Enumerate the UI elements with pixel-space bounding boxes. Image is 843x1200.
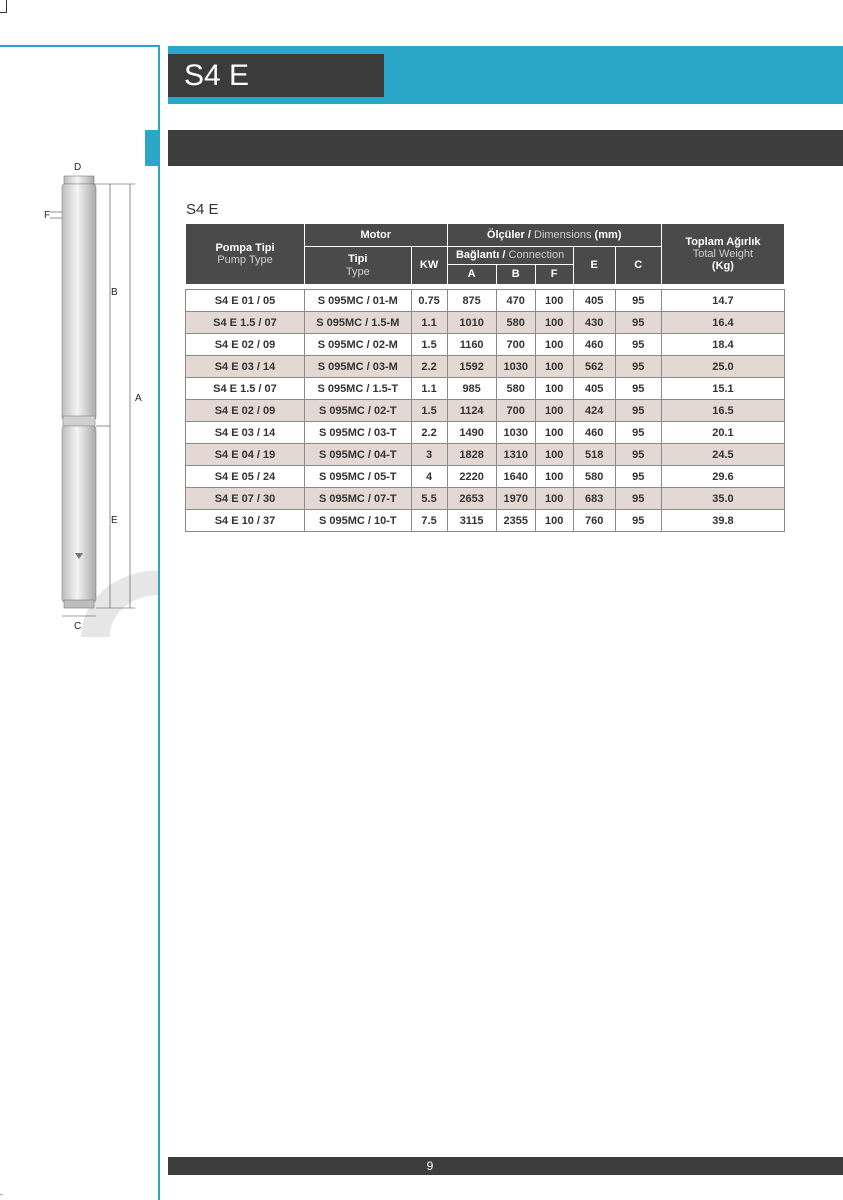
table-cell: 580	[496, 312, 535, 334]
table-cell: 1490	[447, 422, 496, 444]
footer-bar	[168, 1157, 843, 1175]
pump-diagram	[40, 160, 160, 640]
table-cell: S4 E 1.5 / 07	[186, 312, 305, 334]
table-cell: 100	[535, 378, 573, 400]
table-cell: 460	[573, 334, 615, 356]
header-f: F	[535, 265, 573, 285]
header-a: A	[447, 265, 496, 285]
page-number: 9	[426, 1159, 434, 1173]
table-cell: 1970	[496, 488, 535, 510]
crop-mark-bottom: -	[0, 1190, 3, 1199]
table-cell: S4 E 02 / 09	[186, 400, 305, 422]
table-cell: 1124	[447, 400, 496, 422]
table-cell: 2.2	[411, 356, 447, 378]
table-cell: 3115	[447, 510, 496, 532]
table-cell: 1.1	[411, 312, 447, 334]
table-cell: 35.0	[661, 488, 784, 510]
table-cell: 100	[535, 444, 573, 466]
page-title: S4 E	[168, 54, 384, 97]
table-cell: S4 E 04 / 19	[186, 444, 305, 466]
table-header	[186, 224, 785, 285]
table-cell: 1828	[447, 444, 496, 466]
table-cell: 1.5	[411, 400, 447, 422]
table-body	[186, 285, 785, 532]
table-cell: 100	[535, 356, 573, 378]
table-row	[186, 422, 785, 444]
dim-label-d: D	[74, 162, 82, 173]
header-kw: KW	[411, 247, 447, 285]
table-cell: 100	[535, 488, 573, 510]
table-cell: 95	[615, 290, 661, 312]
table-cell: S4 E 03 / 14	[186, 422, 305, 444]
table-cell: 100	[535, 400, 573, 422]
header-dimensions-en: Dimensions	[534, 228, 592, 241]
table-cell: 2.2	[411, 422, 447, 444]
header-pump-type	[186, 224, 305, 285]
table-cell: 39.8	[661, 510, 784, 532]
dim-label-f: F	[44, 210, 51, 221]
table-cell: 18.4	[661, 334, 784, 356]
table-row	[186, 466, 785, 488]
header-motor-type-tr: Tipi	[348, 253, 368, 266]
header-motor-type	[304, 247, 411, 285]
header-weight-tr: Toplam Ağırlık	[685, 235, 761, 248]
table-cell: S4 E 1.5 / 07	[186, 378, 305, 400]
table-cell: 1640	[496, 466, 535, 488]
dim-label-b: B	[111, 287, 118, 298]
header-dimensions-tr: Ölçüler /	[486, 228, 531, 241]
table-cell: S4 E 02 / 09	[186, 334, 305, 356]
table-row	[186, 334, 785, 356]
table-cell: S4 E 07 / 30	[186, 488, 305, 510]
table-cell: 95	[615, 444, 661, 466]
table-cell: 1592	[447, 356, 496, 378]
table-cell: 14.7	[661, 290, 784, 312]
table-cell: 2355	[496, 510, 535, 532]
dim-label-e: E	[111, 515, 118, 526]
table-cell: 100	[535, 290, 573, 312]
table-cell: 700	[496, 334, 535, 356]
table-cell: 3	[411, 444, 447, 466]
table-cell: 0.75	[411, 290, 447, 312]
table-cell: S 095MC / 03-M	[304, 356, 411, 378]
table-cell: 1160	[447, 334, 496, 356]
table-cell: 760	[573, 510, 615, 532]
table-row	[186, 312, 785, 334]
table-row	[186, 290, 785, 312]
table-cell: 405	[573, 378, 615, 400]
header-dimensions	[447, 224, 661, 247]
table-cell: 1310	[496, 444, 535, 466]
table-cell: 1030	[496, 356, 535, 378]
table-cell: 470	[496, 290, 535, 312]
table-cell: S 095MC / 02-T	[304, 400, 411, 422]
table-cell: 95	[615, 422, 661, 444]
table-row	[186, 400, 785, 422]
table-cell: 95	[615, 510, 661, 532]
table-cell: 580	[496, 378, 535, 400]
table-row	[186, 356, 785, 378]
table-cell: 100	[535, 466, 573, 488]
header-weight-unit: (Kg)	[711, 260, 734, 273]
table-cell: 2220	[447, 466, 496, 488]
table-cell: 100	[535, 422, 573, 444]
table-cell: 16.5	[661, 400, 784, 422]
table-cell: 5.5	[411, 488, 447, 510]
table-cell: S 095MC / 1.5-T	[304, 378, 411, 400]
table-cell: 95	[615, 488, 661, 510]
header-connection-tr: Bağlantı /	[455, 249, 506, 262]
accent-line-horizontal	[0, 45, 160, 47]
header-connection	[447, 247, 573, 265]
table-cell: 95	[615, 334, 661, 356]
table-cell: 20.1	[661, 422, 784, 444]
table-caption: S4 E	[186, 201, 219, 218]
header-pump-type-en: Pump Type	[217, 254, 273, 266]
table-cell: S 095MC / 03-T	[304, 422, 411, 444]
header-weight	[661, 224, 784, 285]
table-cell: S4 E 10 / 37	[186, 510, 305, 532]
crop-mark	[0, 0, 7, 13]
header-motor: Motor	[304, 224, 447, 247]
section-band	[168, 130, 843, 166]
table-cell: 1010	[447, 312, 496, 334]
table-cell: 460	[573, 422, 615, 444]
header-pump-type-tr: Pompa Tipi	[215, 241, 275, 254]
dim-label-a: A	[135, 393, 142, 404]
table-row	[186, 444, 785, 466]
table-cell: 25.0	[661, 356, 784, 378]
table-cell: S 095MC / 07-T	[304, 488, 411, 510]
table-cell: 29.6	[661, 466, 784, 488]
spec-table	[185, 223, 785, 532]
table-cell: S4 E 01 / 05	[186, 290, 305, 312]
table-cell: 700	[496, 400, 535, 422]
table-cell: 985	[447, 378, 496, 400]
table-cell: S 095MC / 05-T	[304, 466, 411, 488]
table-cell: S 095MC / 02-M	[304, 334, 411, 356]
table-cell: 95	[615, 466, 661, 488]
table-cell: 405	[573, 290, 615, 312]
table-cell: 7.5	[411, 510, 447, 532]
table-cell: 95	[615, 400, 661, 422]
table-cell: S4 E 05 / 24	[186, 466, 305, 488]
table-cell: S 095MC / 10-T	[304, 510, 411, 532]
table-cell: 424	[573, 400, 615, 422]
table-cell: 1030	[496, 422, 535, 444]
table-cell: 2653	[447, 488, 496, 510]
table-cell: 875	[447, 290, 496, 312]
table-cell: 430	[573, 312, 615, 334]
header-connection-en: Connection	[508, 249, 565, 262]
header-c: C	[615, 247, 661, 285]
header-weight-en: Total Weight	[692, 247, 754, 260]
table-cell: 518	[573, 444, 615, 466]
table-cell: 16.4	[661, 312, 784, 334]
table-cell: S 095MC / 1.5-M	[304, 312, 411, 334]
table-cell: 100	[535, 510, 573, 532]
table-cell: 100	[535, 334, 573, 356]
table-cell: 1.5	[411, 334, 447, 356]
table-cell: S 095MC / 04-T	[304, 444, 411, 466]
table-cell: S4 E 03 / 14	[186, 356, 305, 378]
table-cell: 95	[615, 312, 661, 334]
table-cell: S 095MC / 01-M	[304, 290, 411, 312]
header-motor-type-en: Type	[345, 265, 370, 278]
header-b: B	[496, 265, 535, 285]
table-row	[186, 488, 785, 510]
table-row	[186, 510, 785, 532]
table-cell: 4	[411, 466, 447, 488]
table-cell: 24.5	[661, 444, 784, 466]
table-cell: 1.1	[411, 378, 447, 400]
table-cell: 580	[573, 466, 615, 488]
header-e: E	[573, 247, 615, 285]
table-cell: 95	[615, 356, 661, 378]
table-cell: 100	[535, 312, 573, 334]
table-cell: 15.1	[661, 378, 784, 400]
table-cell: 683	[573, 488, 615, 510]
table-cell: 562	[573, 356, 615, 378]
header-dimensions-unit: (mm)	[594, 228, 622, 241]
dim-label-c: C	[74, 621, 82, 632]
table-row	[186, 378, 785, 400]
table-cell: 95	[615, 378, 661, 400]
pump-illustration	[40, 160, 160, 640]
